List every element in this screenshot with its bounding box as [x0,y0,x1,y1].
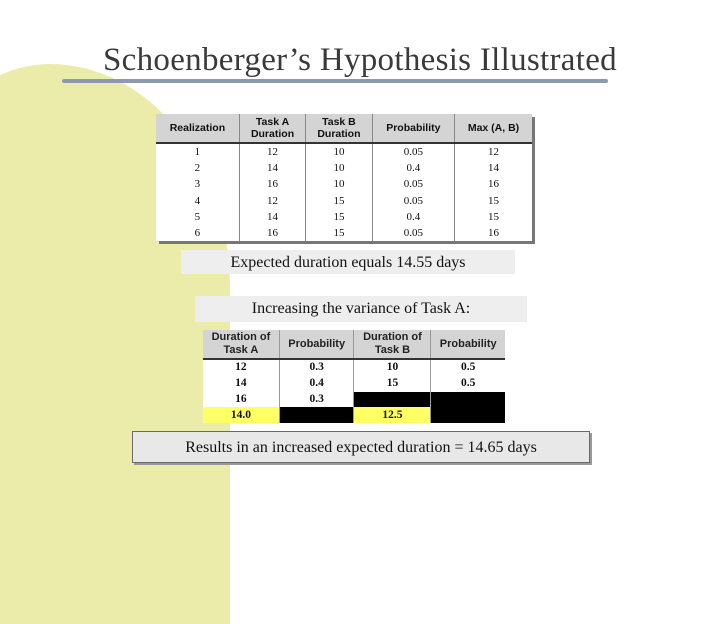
variance-box: Increasing the variance of Task A: [195,296,527,322]
table-cell: 0.4 [372,160,454,176]
blank-cell [279,407,354,423]
table-row [156,143,532,160]
table-header-row [203,330,505,359]
table-row [203,359,505,376]
variance-table [203,330,505,423]
table-cell: 5 [194,210,201,223]
table-cell: 0.5 [431,376,505,392]
table-cell: 14 [235,377,247,390]
table-cell: 16 [239,225,305,241]
table-cell: 10 [306,143,372,160]
slide-title: Schoenberger’s Hypothesis Illustrated [103,42,617,78]
table-cell: 0.3 [279,359,354,376]
table-cell: 12 [455,143,533,160]
table-cell: 16 [239,176,305,192]
table-row [156,193,532,209]
table-cell: 4 [194,194,201,207]
header-realization: Realization [156,114,239,143]
table-cell: 15 [306,209,372,225]
table-cell: 12 [235,361,247,374]
table-cell: 15 [455,193,533,209]
table-cell: 0.05 [372,193,454,209]
task-a-expected-cell: 14.0 [203,407,279,423]
table-cell: 0.05 [372,176,454,192]
table-cell: 10 [354,359,431,376]
table-cell: 15 [306,225,372,241]
blank-cell [354,392,431,408]
header-task-b-duration: Duration of Task B [354,330,431,359]
realization-table [156,114,532,241]
table-row [156,176,532,192]
header-task-b-duration: Task B Duration [306,114,372,143]
table-row [156,225,532,241]
table-row [203,392,505,408]
expected-duration-box: Expected duration equals 14.55 days [181,250,515,274]
header-task-a-duration: Duration of Task A [203,330,279,359]
table-row [156,209,532,225]
result-box: Results in an increased expected duration = 14.65 days [132,431,590,463]
table-cell: 2 [194,162,201,175]
table-cell: 0.3 [279,392,354,408]
header-probability-b: Probability [431,330,505,359]
table-cell: 12 [239,193,305,209]
table-cell: 0.4 [372,209,454,225]
title-underline [62,79,608,83]
table-cell: 15 [306,193,372,209]
table-cell: 0.4 [279,376,354,392]
table-cell: 16 [455,225,533,241]
header-probability-a: Probability [279,330,354,359]
table-cell: 15 [354,376,431,392]
blank-cell [431,392,505,408]
table-cell: 10 [306,176,372,192]
table-cell: 12 [239,143,305,160]
table-cell: 14 [239,160,305,176]
table-cell: 16 [235,392,247,405]
table-header-row [156,114,532,143]
table-cell: 0.5 [431,359,505,376]
header-max: Max (A, B) [455,114,533,143]
table-cell: 15 [455,209,533,225]
table-cell: 1 [194,146,201,159]
header-task-a-duration: Task A Duration [239,114,305,143]
table-cell: 14 [239,209,305,225]
table-cell: 16 [455,176,533,192]
table-cell: 3 [194,178,201,191]
blank-cell [431,407,505,423]
table-cell: 0.05 [372,225,454,241]
totals-row [203,407,505,423]
task-b-expected-cell: 12.5 [354,407,431,423]
table-cell: 10 [306,160,372,176]
table-cell: 0.05 [372,143,454,160]
table-row [203,376,505,392]
table-row [156,160,532,176]
header-probability: Probability [372,114,454,143]
table-cell: 14 [455,160,533,176]
table-cell: 6 [194,226,201,239]
